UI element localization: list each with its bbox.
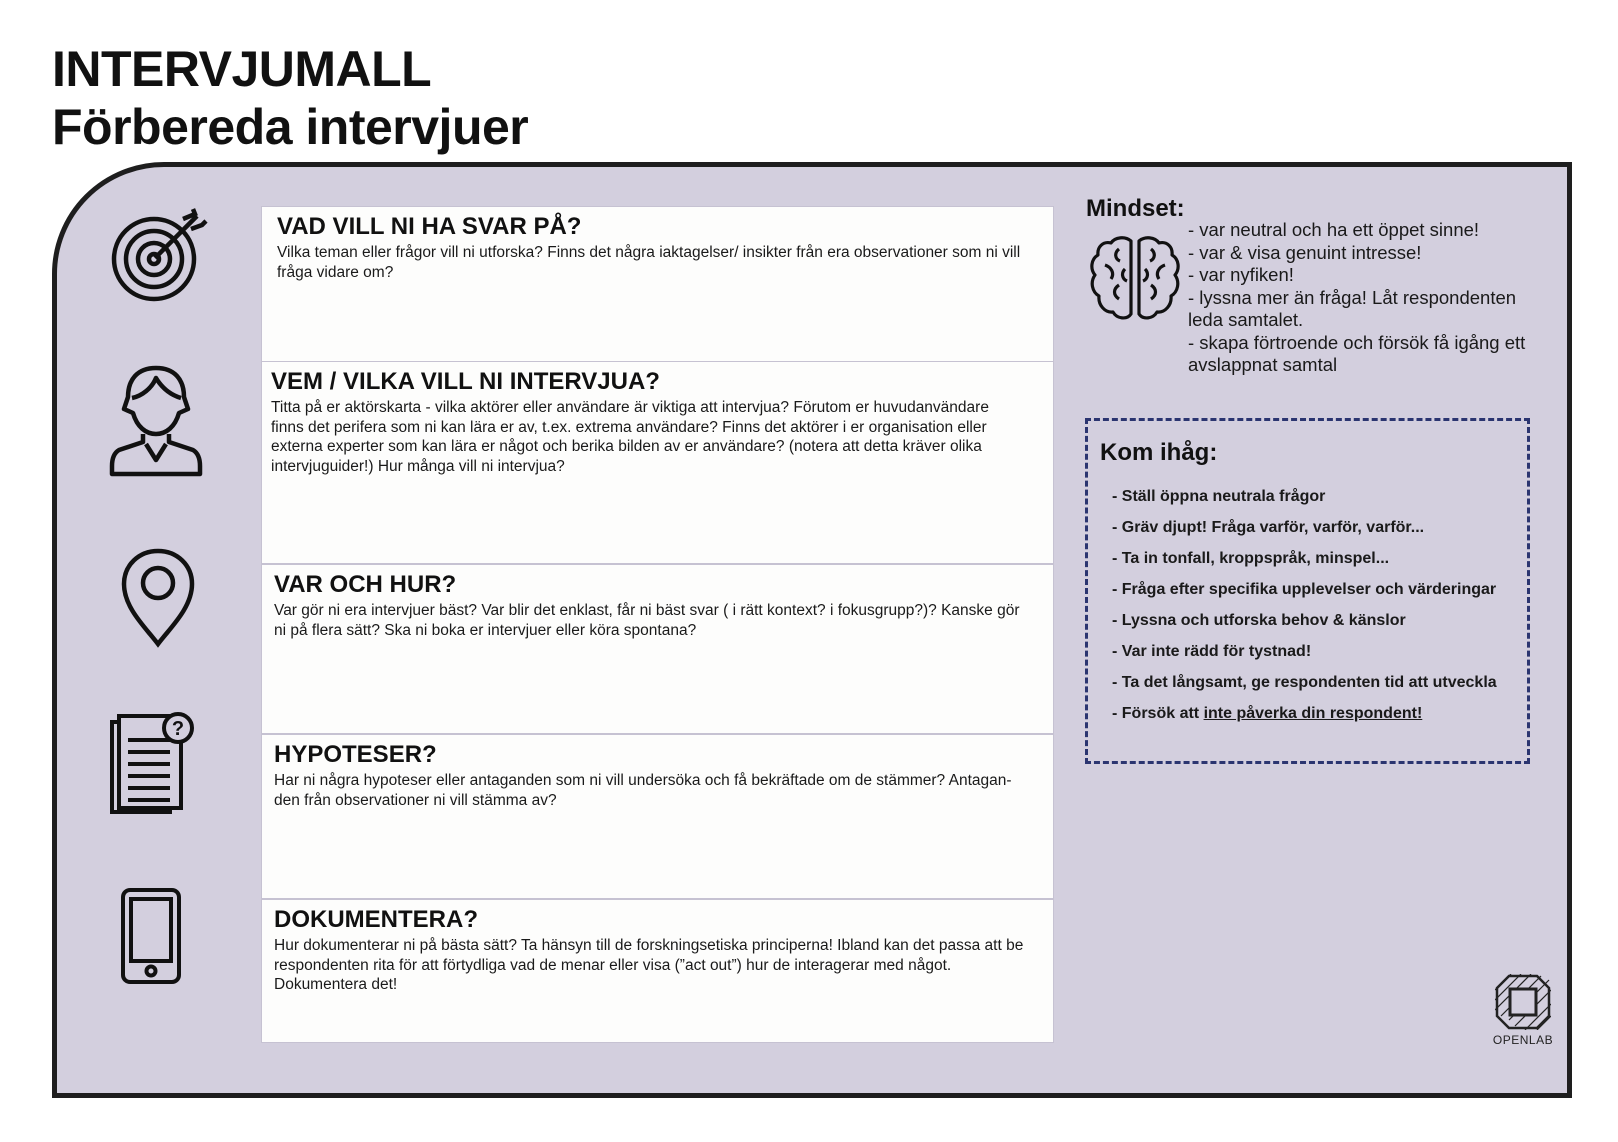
section-text: Var gör ni era intervjuer bäst? Var blir det enklast, får ni bäst svar ( i rätt kontext? i fokusgrupp?)? Kanske gör ni på flera sätt? Ska ni boka er intervjuer eller köra spontana?	[274, 602, 1020, 639]
section-text: Hur dokumenterar ni på bästa sätt? Ta hänsyn till de forskningsetiska principerna! Ibland kan det passa att be respondenten rita för att förtydliga vad de menar eller visa (”act out”) hur de interagerar med något. Dokumentera det!	[274, 937, 1024, 993]
remember-item: - Lyssna och utforska behov & känslor	[1112, 612, 1406, 629]
section-heading: VEM / VILKA VILL NI INTERVJUA?	[271, 368, 660, 395]
section-heading: HYPOTESER?	[274, 741, 437, 768]
mindset-item: - var neutral och ha ett öppet sinne!	[1188, 219, 1480, 240]
target-icon	[109, 207, 209, 307]
openlab-label: OPENLAB	[1492, 1033, 1554, 1047]
section-heading: VAR OCH HUR?	[274, 571, 457, 598]
section-heading: DOKUMENTERA?	[274, 906, 478, 933]
remember-item-emphasis: inte påverka din respondent!	[1203, 705, 1423, 722]
document-question-icon	[108, 712, 198, 818]
section-card-where-how	[262, 565, 1053, 733]
mindset-list	[1188, 219, 1528, 377]
remember-item: - Gräv djupt! Fråga varför, varför, varför...	[1112, 519, 1425, 536]
remember-item: - Var inte rädd för tystnad!	[1112, 643, 1312, 660]
location-pin-icon	[120, 548, 196, 648]
section-card-document	[262, 900, 1053, 1042]
remember-item: - Ta det långsamt, ge respondenten tid att utveckla	[1112, 674, 1497, 691]
remember-item: - Ställ öppna neutrala frågor	[1112, 488, 1326, 505]
page-title	[52, 40, 528, 156]
mindset-item: - skapa förtroende och försök få igång ett avslappnat samtal	[1188, 331, 1526, 375]
openlab-logo-icon	[1495, 974, 1551, 1030]
person-icon	[109, 364, 203, 478]
section-card-goals	[262, 207, 1053, 361]
phone-icon	[119, 887, 183, 985]
template-panel	[52, 162, 1572, 1098]
remember-item-prefix: - Försök att	[1112, 705, 1204, 722]
svg-text:?: ?	[171, 718, 185, 740]
section-card-hypotheses	[262, 735, 1053, 898]
remember-item	[1112, 704, 1527, 735]
section-text: Har ni några hypoteser eller antaganden som ni vill undersöka och få bekräftade om de stämmer? Antagan-den från observationer ni vill stämma av?	[274, 772, 1012, 809]
remember-list	[1112, 487, 1527, 735]
section-text: Vilka teman eller frågor vill ni utforska? Finns det några iaktagelser/ insikter från era observationer som ni vill fråga vidare om?	[277, 244, 1021, 281]
mindset-item: - var & visa genuint intresse!	[1188, 241, 1422, 263]
mindset-item: - var nyfiken!	[1188, 264, 1294, 285]
mindset-item: - lyssna mer än fråga! Låt respondenten leda samtalet.	[1188, 286, 1517, 330]
section-card-who	[262, 362, 1053, 563]
remember-box	[1085, 418, 1530, 764]
brain-icon	[1089, 235, 1181, 321]
remember-item: - Ta in tonfall, kroppspråk, minspel...	[1112, 550, 1390, 567]
remember-item: - Fråga efter specifika upplevelser och värderingar	[1112, 581, 1497, 598]
remember-title: Kom ihåg:	[1100, 439, 1218, 466]
section-heading: VAD VILL NI HA SVAR PÅ?	[277, 213, 582, 240]
section-text: Titta på er aktörskarta - vilka aktörer eller användare är viktiga att intervjua? Förutom er huvudanvändare finns det perifera som ni kan lära er av, t.ex. extrema användare? Finns det aktörer i er organisation eller externa experter som kan lära er något och berika bilden av er användare? (notera att detta kräver olika intervjuguider!) Hur många vill ni intervjua?	[271, 399, 989, 475]
title-line-1: INTERVJUMALL	[52, 41, 432, 97]
title-line-2: Förbereda intervjuer	[52, 99, 529, 155]
mindset-title: Mindset:	[1086, 195, 1185, 222]
